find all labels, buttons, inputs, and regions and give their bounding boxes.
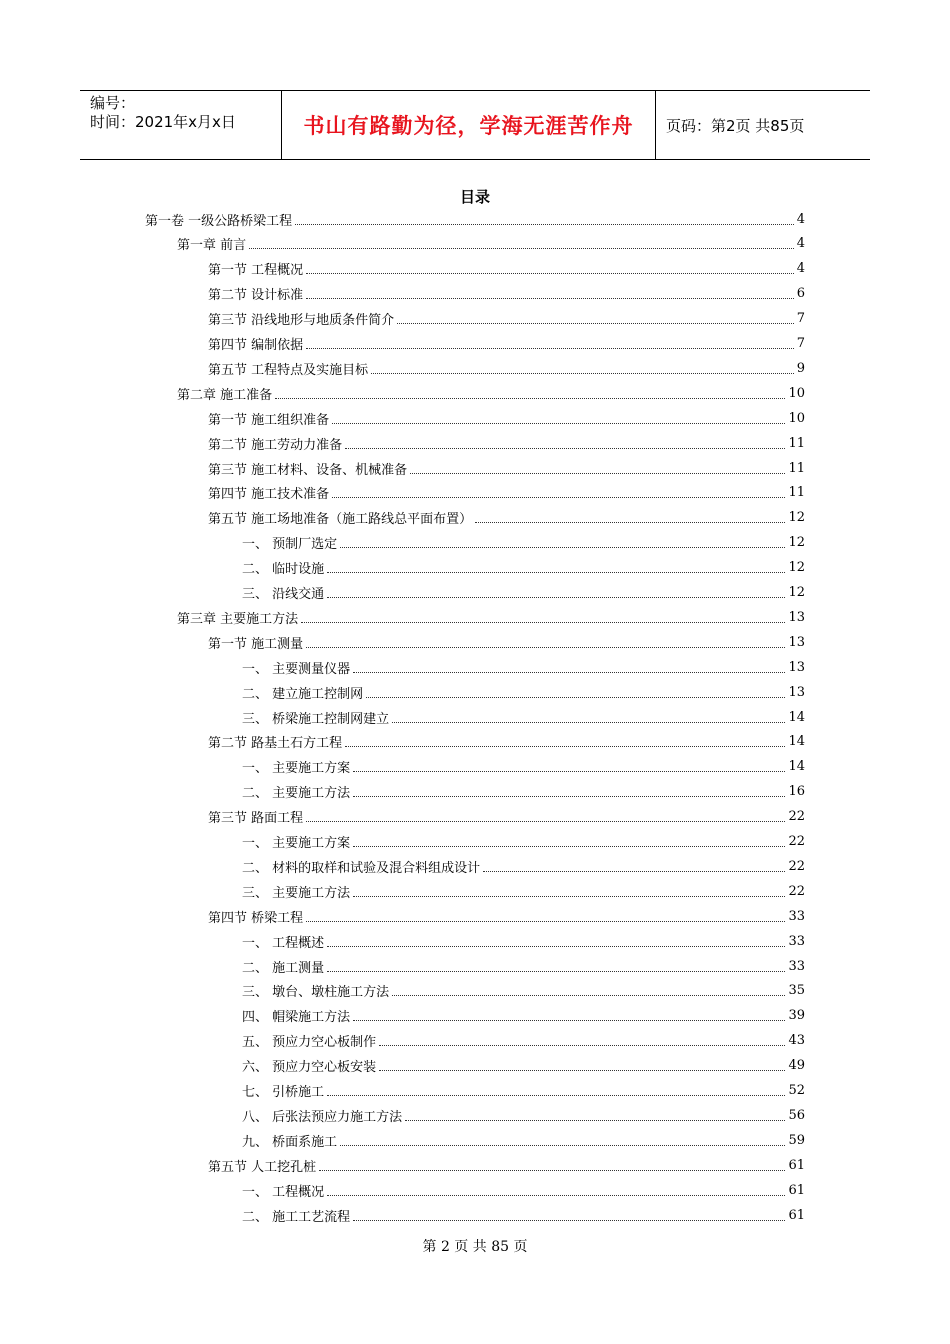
toc-entry[interactable] <box>242 581 805 605</box>
toc-entry-page-number: 61 <box>788 1157 805 1173</box>
toc-entry-page-number: 52 <box>788 1083 805 1098</box>
toc-entry[interactable] <box>242 780 805 804</box>
dot-leader <box>327 1195 785 1196</box>
header-motto-cell <box>282 91 656 159</box>
toc-entry-label: 第一卷 一级公路桥梁工程 <box>145 213 293 229</box>
toc-entry[interactable] <box>242 755 805 779</box>
toc-entry[interactable] <box>208 805 805 829</box>
toc-entry-page-number: 12 <box>788 510 805 526</box>
toc-entry-label: 第五节 人工挖孔桩 <box>208 1159 317 1175</box>
dot-leader <box>392 722 785 723</box>
dot-leader <box>345 448 785 449</box>
toc-entry-label: 二、 建立施工控制网 <box>242 686 364 702</box>
toc-entry-page-number: 6 <box>796 286 805 302</box>
toc-entry-page-number: 13 <box>788 609 805 625</box>
toc-entry-label: 一、 工程概况 <box>242 1184 325 1200</box>
toc-entry[interactable] <box>208 282 805 306</box>
document-header <box>80 90 870 160</box>
toc-entry[interactable] <box>242 1054 805 1078</box>
toc-entry-page-number: 14 <box>788 709 805 725</box>
toc-entry[interactable] <box>242 556 805 580</box>
dot-leader <box>379 1070 785 1071</box>
dot-leader <box>327 1095 785 1096</box>
toc-entry-label: 二、 临时设施 <box>242 562 325 578</box>
dot-leader <box>327 597 785 598</box>
toc-entry-label: 六、 预应力空心板安装 <box>242 1060 377 1076</box>
toc-entry-page-number: 12 <box>788 535 805 551</box>
dot-leader <box>327 572 785 573</box>
dot-leader <box>327 971 785 972</box>
toc-entry-page-number: 22 <box>788 883 805 899</box>
dot-leader <box>275 398 785 399</box>
toc-entry-page-number: 33 <box>788 958 805 974</box>
dot-leader <box>295 224 794 225</box>
dot-leader <box>366 697 785 698</box>
toc-entry[interactable] <box>242 854 805 878</box>
toc-entry-label: 九、 桥面系施工 <box>242 1134 338 1150</box>
dot-leader <box>353 672 785 673</box>
dot-leader <box>332 497 785 498</box>
toc-entry[interactable] <box>177 381 805 405</box>
toc-entry[interactable] <box>208 630 805 654</box>
dot-leader <box>353 796 785 797</box>
toc-entry-label: 第三章 主要施工方法 <box>177 611 299 627</box>
toc-entry-label: 第四节 施工技术准备 <box>208 487 330 503</box>
toc-entry[interactable] <box>208 904 805 928</box>
toc-entry[interactable] <box>242 531 805 555</box>
toc-entry-label: 一、 主要测量仪器 <box>242 661 351 677</box>
toc-title: 目录 <box>459 188 490 206</box>
dot-leader <box>392 995 785 996</box>
dot-leader <box>301 622 785 623</box>
toc-entry-page-number: 10 <box>788 410 805 426</box>
time-label: 时间：2021年x月x日 <box>90 113 236 131</box>
toc-entry[interactable] <box>208 431 805 455</box>
toc-entry-page-number: 13 <box>788 684 805 700</box>
toc-entry-page-number: 35 <box>788 983 805 999</box>
page-footer: 第 2 页 共 85 页 <box>422 1239 528 1255</box>
toc-entry-page-number: 11 <box>788 435 805 451</box>
toc-entry-page-number: 13 <box>788 634 805 650</box>
dot-leader <box>306 298 794 299</box>
toc-entry-page-number: 33 <box>788 933 805 949</box>
toc-entry-page-number: 13 <box>788 659 805 675</box>
toc-entry[interactable] <box>177 605 805 629</box>
toc-entry-page-number: 43 <box>788 1033 805 1049</box>
dot-leader <box>353 846 785 847</box>
toc-entry-page-number: 4 <box>796 261 805 277</box>
toc-entry[interactable] <box>208 307 805 331</box>
toc-entry[interactable] <box>242 1029 805 1053</box>
toc-entry-label: 第四节 编制依据 <box>208 338 304 353</box>
toc-entry[interactable] <box>242 1178 805 1202</box>
toc-entry-label: 第一章 前言 <box>177 238 247 254</box>
toc-entry-page-number: 39 <box>788 1008 805 1024</box>
dot-leader <box>306 821 785 822</box>
dot-leader <box>405 1120 785 1121</box>
toc-entry-page-number: 59 <box>788 1132 805 1148</box>
toc-entry[interactable] <box>242 954 805 978</box>
toc-entry[interactable] <box>242 705 805 729</box>
toc-entry-label: 七、 引桥施工 <box>242 1085 325 1100</box>
toc-entry-label: 第二节 设计标准 <box>208 288 304 304</box>
toc-entry-label: 三、 主要施工方法 <box>242 885 351 901</box>
toc-entry[interactable] <box>242 1203 805 1227</box>
toc-entry[interactable] <box>177 232 805 256</box>
toc-entry-label: 一、 工程概述 <box>242 935 325 951</box>
dot-leader <box>306 647 785 648</box>
toc-entry-page-number: 14 <box>788 759 805 775</box>
toc-entry[interactable] <box>208 356 805 380</box>
toc-entry-label: 五、 预应力空心板制作 <box>242 1035 377 1051</box>
toc-entry-page-number: 22 <box>788 834 805 849</box>
toc-entry-label: 二、 材料的取样和试验及混合料组成设计 <box>242 860 481 876</box>
header-meta-cell <box>80 91 282 159</box>
toc-entry[interactable] <box>242 879 805 903</box>
toc-entry[interactable] <box>242 929 805 953</box>
toc-entry[interactable] <box>208 332 805 356</box>
toc-entry-label: 一、 主要施工方案 <box>242 761 351 777</box>
dot-leader <box>306 348 794 349</box>
toc-entry[interactable] <box>242 1004 805 1028</box>
toc-entry-label: 第二节 施工劳动力准备 <box>208 437 343 453</box>
serial-number-label: 编号： <box>90 94 136 112</box>
toc-entry[interactable] <box>242 655 805 679</box>
toc-entry-page-number: 12 <box>788 560 805 576</box>
toc-entry-label: 第二章 施工准备 <box>177 387 273 403</box>
dot-leader <box>379 1045 785 1046</box>
dot-leader <box>483 871 785 872</box>
toc-entry-page-number: 61 <box>788 1182 805 1198</box>
toc-entry-page-number: 61 <box>788 1207 805 1223</box>
toc-entry-page-number: 10 <box>788 385 805 401</box>
toc-entry-page-number: 11 <box>788 485 805 501</box>
toc-entry-label: 第三节 路面工程 <box>208 811 304 827</box>
toc-entry[interactable] <box>242 979 805 1003</box>
toc-entry-page-number: 4 <box>796 211 805 227</box>
dot-leader <box>306 273 794 274</box>
toc-entry-label: 第五节 工程特点及实施目标 <box>208 362 369 378</box>
dot-leader <box>410 473 785 474</box>
dot-leader <box>340 547 785 548</box>
toc-entry-page-number: 7 <box>796 336 805 351</box>
dot-leader <box>397 323 794 324</box>
dot-leader <box>353 896 785 897</box>
toc-entry-page-number: 49 <box>788 1058 805 1074</box>
toc-entry[interactable] <box>208 406 805 430</box>
toc-entry[interactable] <box>145 207 805 231</box>
dot-leader <box>475 522 785 523</box>
toc-entry-label: 三、 墩台、墩柱施工方法 <box>242 985 390 1001</box>
toc-entry-label: 三、 桥梁施工控制网建立 <box>242 711 390 727</box>
toc-entry[interactable] <box>208 481 805 505</box>
toc-entry[interactable] <box>242 1103 805 1127</box>
toc-entry-label: 二、 施工测量 <box>242 960 325 976</box>
toc-entry-page-number: 22 <box>788 809 805 825</box>
toc-entry-page-number: 16 <box>788 784 805 800</box>
toc-entry[interactable] <box>208 506 805 530</box>
toc-entry[interactable] <box>208 730 805 754</box>
dot-leader <box>371 373 794 374</box>
header-page-cell <box>656 91 870 159</box>
toc-entry-label: 二、 施工工艺流程 <box>242 1209 351 1225</box>
toc-entry-page-number: 7 <box>796 311 805 327</box>
toc-entry-page-number: 14 <box>788 734 805 750</box>
toc-entry[interactable] <box>208 1153 805 1177</box>
toc-entry[interactable] <box>242 680 805 704</box>
dot-leader <box>319 1170 785 1171</box>
toc-entry[interactable] <box>208 456 805 480</box>
toc-entry-label: 第三节 沿线地形与地质条件简介 <box>208 313 395 329</box>
toc-entry-label: 四、 帽梁施工方法 <box>242 1010 351 1026</box>
dot-leader <box>345 746 785 747</box>
toc-entry-page-number: 33 <box>788 908 805 924</box>
dot-leader <box>353 1220 785 1221</box>
dot-leader <box>353 1020 785 1021</box>
toc-entry-label: 一、 主要施工方案 <box>242 836 351 851</box>
toc-entry-label: 三、 沿线交通 <box>242 587 325 602</box>
toc-entry-label: 第一节 施工测量 <box>208 636 304 652</box>
toc-entry-label: 第四节 桥梁工程 <box>208 910 304 926</box>
toc-entry-page-number: 22 <box>788 858 805 874</box>
toc-entry-label: 第五节 施工场地准备（施工路线总平面布置） <box>208 512 473 528</box>
toc-entry[interactable] <box>208 257 805 281</box>
toc-entry-page-number: 56 <box>788 1107 805 1123</box>
dot-leader <box>353 771 785 772</box>
toc-entry-page-number: 11 <box>788 460 805 476</box>
dot-leader <box>332 423 785 424</box>
toc-entry-label: 第一节 工程概况 <box>208 263 304 279</box>
toc-entry-label: 第三节 施工材料、设备、机械准备 <box>208 462 408 478</box>
toc-entry-label: 二、 主要施工方法 <box>242 786 351 802</box>
toc-entry-label: 第一节 施工组织准备 <box>208 412 330 428</box>
dot-leader <box>327 946 785 947</box>
dot-leader <box>249 248 794 249</box>
toc-entry[interactable] <box>242 1079 805 1103</box>
toc-entry-page-number: 9 <box>796 360 805 376</box>
toc-entry[interactable] <box>242 830 805 854</box>
motto-text: 书山有路勤为径，学海无涯苦作舟 <box>303 114 634 138</box>
toc-entry-page-number: 4 <box>796 236 805 252</box>
toc-entry-page-number: 12 <box>788 585 805 600</box>
toc-entry-label: 八、 后张法预应力施工方法 <box>242 1109 403 1125</box>
dot-leader <box>340 1145 785 1146</box>
toc-entry-label: 一、 预制厂选定 <box>242 537 338 553</box>
toc-entry-label: 第二节 路基土石方工程 <box>208 736 343 752</box>
toc-entry[interactable] <box>242 1128 805 1152</box>
dot-leader <box>306 921 785 922</box>
page-info: 页码：第2页 共85页 <box>666 116 805 135</box>
